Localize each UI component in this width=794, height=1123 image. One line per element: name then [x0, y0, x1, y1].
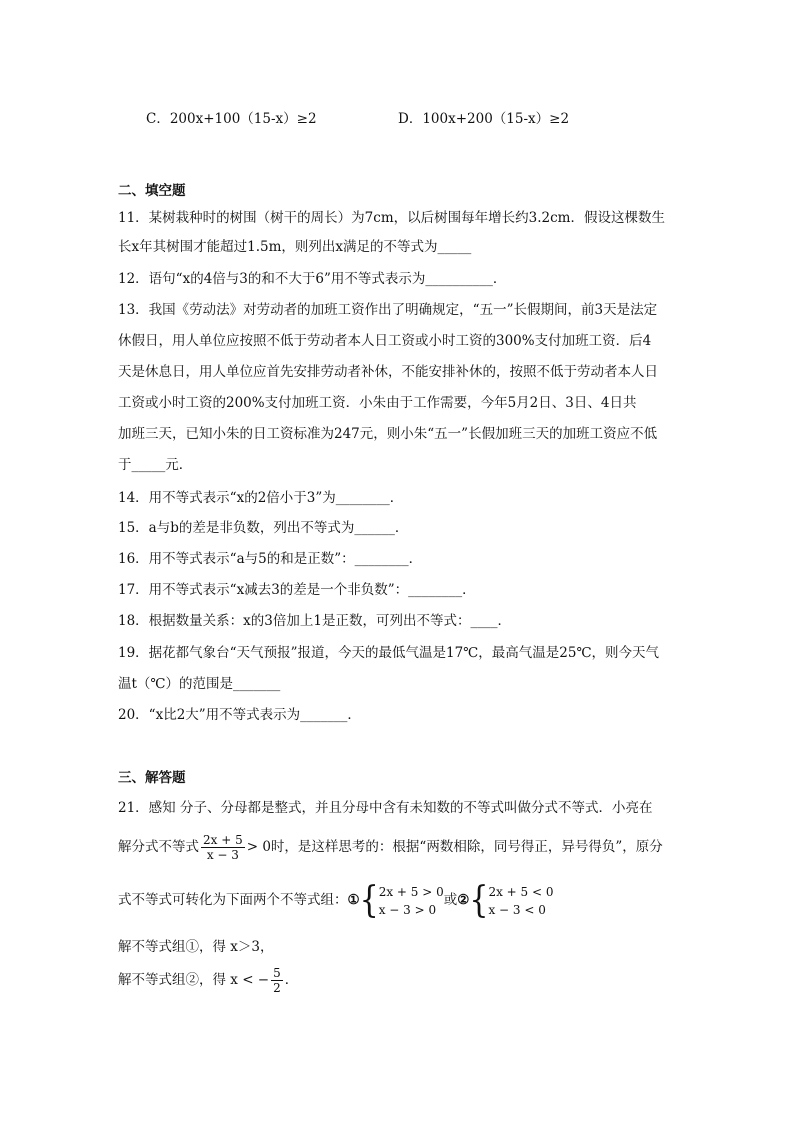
q21-fraction — [201, 833, 245, 862]
system-two — [488, 883, 553, 919]
option-d — [398, 109, 569, 129]
q13-line2: 休假日，用人单位应按照不低于劳动者本人日工资或小时工资的300%支付加班工资．后4 — [118, 333, 652, 349]
q13-line1: 13．我国《劳动法》对劳动者的加班工资作出了明确规定，“五一”长假期间，前3天是法定 — [118, 302, 658, 318]
circled-two: ② — [457, 892, 470, 908]
system-one-eq1: 2x + 5 > 0 — [378, 884, 444, 899]
system-two-eq1: 2x + 5 < 0 — [488, 884, 554, 899]
q21-line5-fraction — [271, 966, 283, 995]
q18: 18．根据数量关系：x的3倍加上1是正数，可列出不等式：____． — [118, 613, 511, 629]
q11-line2: 长x年其树围才能超过1.5m，则列出x满足的不等式为_____ — [118, 239, 472, 255]
q11-line1: 11．某树栽种时的树围（树干的周长）为7cm，以后树围每年增长约3.2cm．假设这棵数生 — [118, 210, 665, 226]
q19-line1: 19．据花都气象台“天气预报”报道，今天的最低气温是17℃，最高气温是25℃，则今天气 — [118, 645, 660, 661]
q21-line2 — [118, 830, 663, 864]
q21-line2-pre: 解分式不等式 — [118, 839, 199, 855]
or-word: 或 — [443, 892, 458, 908]
q21-line4: 解不等式组①，得 x＞3， — [118, 939, 274, 955]
left-brace-icon: { — [359, 878, 379, 921]
q16: 16．用不等式表示“a与5的和是正数”：________． — [118, 551, 423, 567]
left-brace-icon: { — [469, 878, 489, 921]
option-d-label: D． — [398, 111, 423, 127]
q21-line5 — [118, 963, 298, 997]
q21-line2-post: > 0时，是这样思考的：根据“两数相除，同号得正，异号得负”，原分 — [246, 839, 663, 855]
circled-one: ① — [347, 892, 360, 908]
q13-line5: 加班三天，已知小朱的日工资标准为247元，则小朱“五一”长假加班三天的加班工资应不低 — [118, 426, 658, 442]
q21-line3 — [118, 880, 554, 920]
option-d-expr: 100x+200（15-x）≥2 — [422, 111, 570, 127]
q21-line5-pre: 解不等式组②，得 x < − — [118, 972, 270, 988]
q21-line1: 21．感知 分子、分母都是整式，并且分母中含有未知数的不等式叫做分式不等式．小亮在 — [118, 800, 653, 816]
q21-line3-pre: 式不等式可转化为下面两个不等式组： — [118, 892, 348, 908]
q21-fraction-numerator: 2x + 5 — [203, 833, 243, 847]
option-c-label: C． — [146, 111, 170, 127]
system-one-eq2: x − 3 > 0 — [378, 902, 437, 917]
q21-line5-denominator: 2 — [273, 981, 281, 995]
system-two-eq2: x − 3 < 0 — [488, 902, 546, 917]
section-solve-heading: 三、解答题 — [118, 770, 186, 786]
q13-line4: 工资或小时工资的200%支付加班工资．小朱由于工作需要，今年5月2日、3日、4日共 — [118, 395, 637, 411]
q21-line5-numerator: 5 — [273, 966, 281, 980]
q19-line2: 温t（℃）的范围是_______ — [118, 676, 281, 692]
option-c-expr: 200x+100（15-x）≥2 — [169, 111, 317, 127]
q21-fraction-denominator: x − 3 — [206, 848, 239, 862]
q13-line3: 天是休息日，用人单位应首先安排劳动者补休，不能安排补休的，按照不低于劳动者本人日 — [118, 364, 658, 380]
q13-line6: 于_____元． — [118, 457, 193, 473]
system-one — [379, 883, 444, 919]
option-c — [146, 109, 317, 129]
q15: 15．a与b的差是非负数，列出不等式为______． — [118, 520, 409, 536]
q17: 17．用不等式表示“x减去3的差是一个非负数”：________． — [118, 582, 476, 598]
q12: 12．语句“x的4倍与3的和不大于6”用不等式表示为__________． — [118, 271, 507, 287]
q21-line5-post: ． — [284, 972, 299, 988]
q14: 14．用不等式表示“x的2倍小于3”为________． — [118, 490, 404, 506]
q20: 20．“x比2大”用不等式表示为_______． — [118, 707, 361, 723]
section-fill-heading: 二、填空题 — [118, 183, 186, 199]
